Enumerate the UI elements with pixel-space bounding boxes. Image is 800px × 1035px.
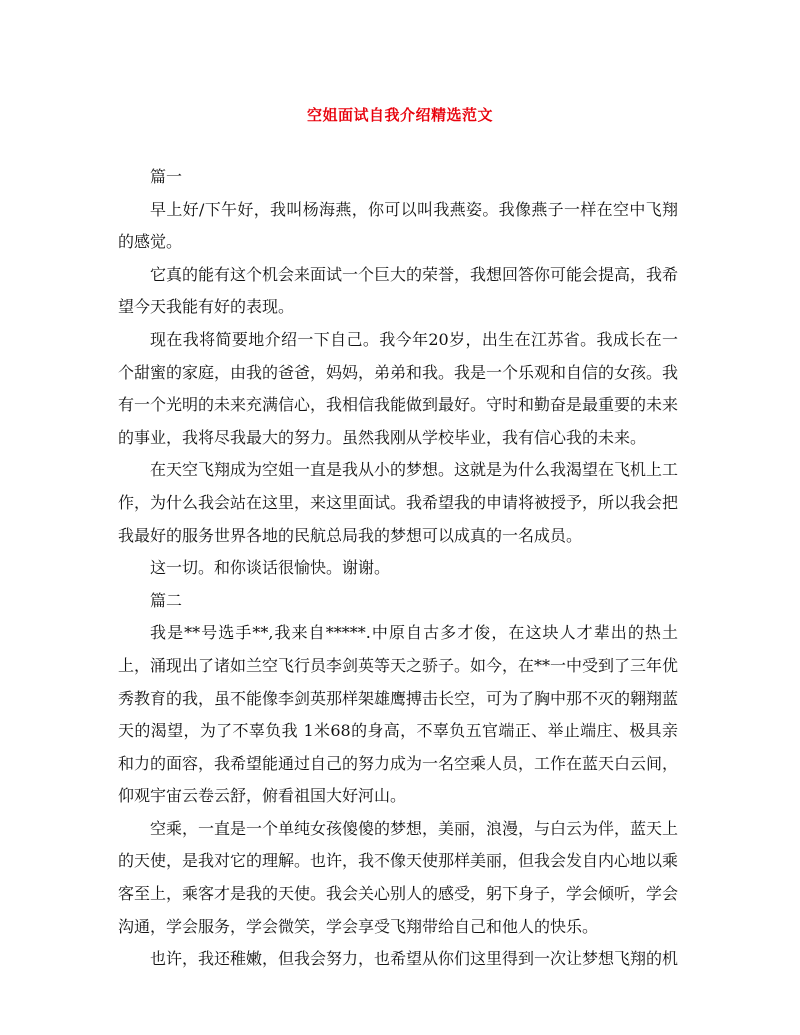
section-heading-2: 篇二	[150, 590, 183, 610]
paragraph: 空乘，一直是一个单纯女孩傻傻的梦想，美丽，浪漫，与白云为伴，蓝天上的天使，是我对它的理解。也许，我不像天使那样美丽，但我会发自内心地以乘客至上，乘客才是我的天使。我会关心别人的感受，躬下身子，学会倾听，学会沟通，学会服务，学会微笑，学会享受飞翔带给自己和他人的快乐。	[118, 818, 679, 936]
paragraph: 早上好/下午好，我叫杨海燕，你可以叫我燕姿。我像燕子一样在空中飞翔的感觉。	[118, 199, 678, 252]
document-title: 空姐面试自我介绍精选范文	[306, 106, 493, 124]
document-body	[118, 161, 678, 976]
paragraph: 它真的能有这个机会来面试一个巨大的荣誉，我想回答你可能会提高，我希望今天我能有好的表现。	[118, 264, 679, 317]
paragraph: 我是**号选手**,我来自*****.中原自古多才俊，在这块人才辈出的热土上，涌现出了诸如兰空飞行员李剑英等天之骄子。如今，在**一中受到了三年优秀教育的我，虽不能像李剑英那样架雄鹰搏击长空，可为了胸中那不灭的翱翔蓝天的渴望，为了不辜负我 1米68的身高，不辜负五官端正、举止端庄、极具亲和力的面容，我希望能通过自己的努力成为一名空乘人员，工作在蓝天白云间，仰观宇宙云卷云舒，俯看祖国大好河山。	[118, 623, 679, 806]
paragraph: 这一切。和你谈话很愉快。谢谢。	[150, 558, 391, 578]
paragraph: 现在我将简要地介绍一下自己。我今年20岁，出生在江苏省。我成长在一个甜蜜的家庭，由我的爸爸，妈妈，弟弟和我。我是一个乐观和自信的女孩。我有一个光明的未来充满信心，我相信我能做到最好。守时和勤奋是最重要的未来的事业，我将尽我最大的努力。虽然我刚从学校毕业，我有信心我的未来。	[118, 329, 679, 447]
section-heading-1: 篇一	[150, 167, 183, 186]
paragraph: 也许，我还稚嫩，但我会努力，也希望从你们这里得到一次让梦想飞翔的机	[150, 949, 679, 969]
paragraph: 在天空飞翔成为空姐一直是我从小的梦想。这就是为什么我渴望在飞机上工作，为什么我会站在这里，来这里面试。我希望我的申请将被授予，所以我会把我最好的服务世界各地的民航总局我的梦想可以成真的一名成员。	[118, 460, 679, 545]
